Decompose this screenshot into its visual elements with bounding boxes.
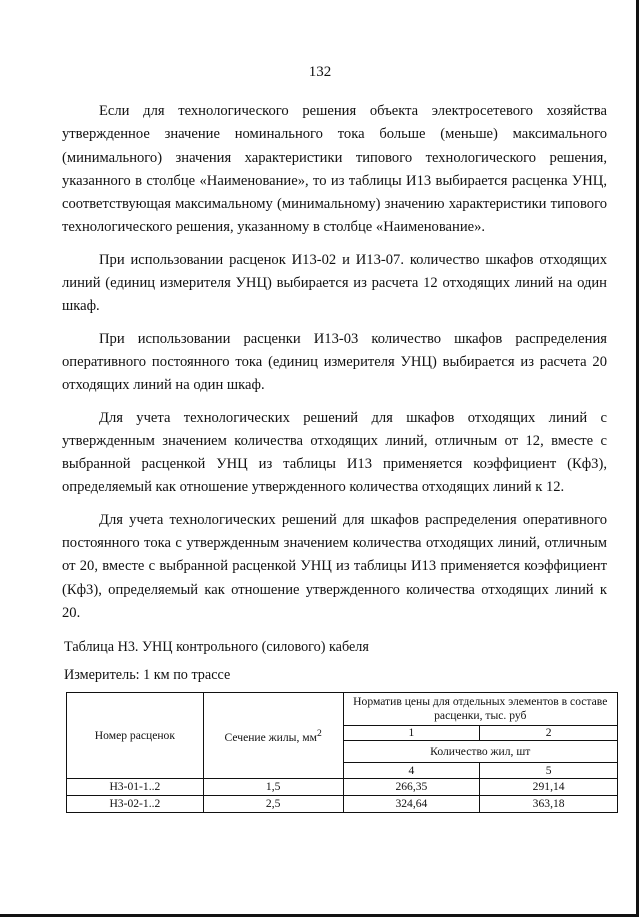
paragraph-2: При использовании расценок И13-02 и И13-07. количество шкафов отходящих линий (единиц измерителя УНЦ) выбирается из расчета 12 отходящих линий на один шкаф. — [62, 251, 607, 315]
price-table — [66, 692, 618, 813]
body-text — [62, 100, 607, 634]
header-norm: Норматив цены для отдельных элементов в составе расценки, тыс. руб — [343, 693, 617, 726]
page-number: 132 — [308, 64, 332, 80]
table-caption: Таблица Н3. УНЦ контрольного (силового) кабеля — [64, 639, 369, 655]
paragraph-3: При использовании расценки И13-03 количество шкафов распределения оперативного постоянного тока (единиц измерителя УНЦ) выбирается из расчета 20 отходящих линий на один шкаф. — [62, 330, 607, 394]
paragraph-5: Для учета технологических решений для шкафов распределения оперативного постоянного тока с утвержденным значением количества отходящих линий, отличным от 20, вместе с выбранной расценкой УНЦ из таблицы И13 применяется коэффициент (Кф3), определяемый как отношение утвержденного количества отходящих линий к 20. — [62, 511, 607, 621]
header-section: Сечение жилы, $мм^2$ — [203, 693, 343, 779]
header-cores: Количество жил, шт — [343, 741, 617, 763]
header-sub-2: 2 — [480, 726, 618, 741]
row-value-5: 363,18 — [480, 796, 618, 813]
header-section-sup: 2 — [316, 727, 322, 739]
row-value-5: 291,14 — [480, 779, 618, 796]
row-value-4: 324,64 — [343, 796, 480, 813]
table-row — [67, 796, 618, 813]
header-cores-5: 5 — [480, 763, 618, 779]
measure-unit: Измеритель: 1 км по трассе — [64, 667, 231, 683]
row-code: Н3-02-1..2 — [67, 796, 204, 813]
header-code: Номер расценок — [67, 693, 204, 779]
row-code: Н3-01-1..2 — [67, 779, 204, 796]
paragraph-1: Если для технологического решения объекта электросетевого хозяйства утвержденное значение номинального тока больше (меньше) максимального (минимального) значения характеристики типового технологического решения, указанного в столбце «Наименование», то из таблицы И13 выбирается расценка УНЦ, соответствующая максимальному (минимальному) значению характеристики типового технологического решения, указанному в столбце «Наименование». — [62, 103, 607, 236]
row-value-4: 266,35 — [343, 779, 480, 796]
table-row — [67, 779, 618, 796]
paragraph-4: Для учета технологических решений для шкафов отходящих линий с утвержденным значением количества отходящих линий, отличным от 12, вместе с выбранной расценкой УНЦ из таблицы И13 применяется коэффициент (Кф3), определяемый как отношение утвержденного количества отходящих линий к 12. — [62, 409, 607, 496]
header-cores-4: 4 — [343, 763, 480, 779]
header-sub-1: 1 — [343, 726, 480, 741]
row-section: 1,5 — [203, 779, 343, 796]
row-section: 2,5 — [203, 796, 343, 813]
